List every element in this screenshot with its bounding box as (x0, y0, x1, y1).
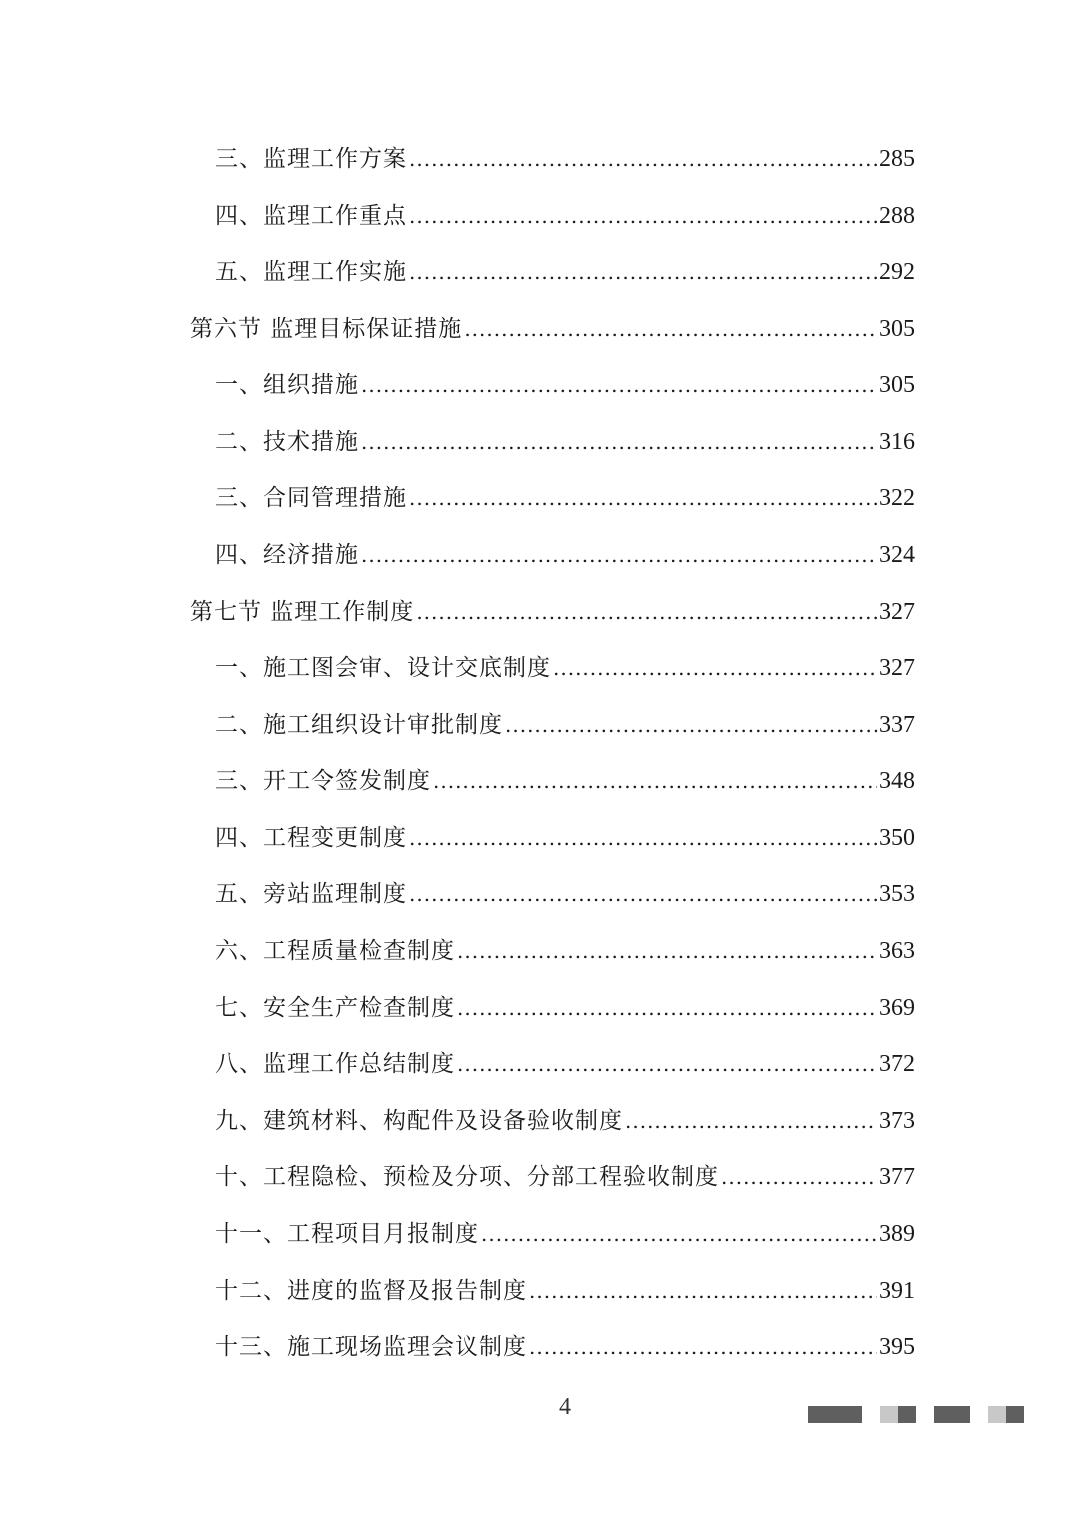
toc-entry-page: 285 (879, 146, 915, 172)
toc-entry-page: 350 (879, 825, 915, 851)
toc-entry-page: 395 (879, 1334, 915, 1360)
toc-entry[interactable] (215, 761, 915, 801)
toc-entry-page: 327 (879, 599, 915, 625)
toc-entry-label: 一、组织措施 (215, 372, 359, 398)
toc-entry-page: 292 (879, 259, 915, 285)
footer-deco-block (898, 1406, 916, 1423)
toc-dot-leader (505, 705, 877, 745)
toc-dot-leader (464, 309, 877, 349)
toc-dot-leader (409, 252, 877, 292)
toc-entry-page: 377 (879, 1164, 915, 1190)
toc-dot-leader (409, 874, 877, 914)
toc-dot-leader (433, 761, 877, 801)
toc-entry-page: 337 (879, 712, 915, 738)
page-number: 4 (559, 1394, 571, 1420)
toc-entry-page: 348 (879, 768, 915, 794)
toc-entry[interactable] (215, 988, 915, 1028)
footer-deco-block (934, 1406, 970, 1423)
toc-entry-page: 305 (879, 372, 915, 398)
toc-dot-leader (457, 988, 877, 1028)
toc-entry-label: 十、工程隐检、预检及分项、分部工程验收制度 (215, 1164, 719, 1190)
toc-section-entry[interactable] (190, 592, 915, 632)
toc-entry-label: 九、建筑材料、构配件及设备验收制度 (215, 1108, 623, 1134)
toc-entry[interactable] (215, 139, 915, 179)
toc-entry-page: 324 (879, 542, 915, 568)
toc-dot-leader (416, 592, 877, 632)
toc-entry[interactable] (215, 1101, 915, 1141)
toc-entry-label: 五、监理工作实施 (215, 259, 407, 285)
toc-entry-page: 353 (879, 881, 915, 907)
toc-section-entry[interactable] (190, 309, 915, 349)
toc-entry-page: 373 (879, 1108, 915, 1134)
toc-entry-label: 一、施工图会审、设计交底制度 (215, 655, 551, 681)
toc-dot-leader (361, 535, 877, 575)
toc-entry[interactable] (215, 1327, 915, 1367)
toc-entry[interactable] (215, 705, 915, 745)
toc-entry-page: 389 (879, 1221, 915, 1247)
toc-entry-page: 391 (879, 1278, 915, 1304)
toc-entry-label: 五、旁站监理制度 (215, 881, 407, 907)
footer-deco-block (808, 1406, 862, 1423)
toc-entry-label: 十三、施工现场监理会议制度 (215, 1334, 527, 1360)
toc-entry[interactable] (215, 196, 915, 236)
toc-entry-page: 363 (879, 938, 915, 964)
toc-entry[interactable] (215, 931, 915, 971)
toc-dot-leader (361, 365, 877, 405)
toc-dot-leader (529, 1327, 877, 1367)
toc-entry-label: 第七节 监理工作制度 (190, 599, 415, 625)
toc-dot-leader (409, 818, 877, 858)
footer-deco-block (880, 1406, 898, 1423)
toc-dot-leader (553, 648, 877, 688)
toc-dot-leader (409, 196, 877, 236)
toc-dot-leader (721, 1157, 877, 1197)
footer-deco-block (1006, 1406, 1024, 1423)
toc-entry[interactable] (215, 422, 915, 462)
toc-entry-page: 372 (879, 1051, 915, 1077)
toc-entry[interactable] (215, 648, 915, 688)
toc-dot-leader (529, 1271, 877, 1311)
toc-entry[interactable] (215, 1044, 915, 1084)
toc-entry-label: 三、开工令签发制度 (215, 768, 431, 794)
toc-entry-label: 十二、进度的监督及报告制度 (215, 1278, 527, 1304)
toc-entry-page: 288 (879, 203, 915, 229)
toc-entry[interactable] (215, 1271, 915, 1311)
toc-dot-leader (457, 1044, 877, 1084)
toc-entry-label: 八、监理工作总结制度 (215, 1051, 455, 1077)
toc-entry[interactable] (215, 1214, 915, 1254)
toc-entry-label: 十一、工程项目月报制度 (215, 1221, 479, 1247)
toc-entry-label: 四、工程变更制度 (215, 825, 407, 851)
toc-entry-page: 322 (879, 485, 915, 511)
toc-entry[interactable] (215, 535, 915, 575)
toc-entry-page: 327 (879, 655, 915, 681)
toc-entry-label: 第六节 监理目标保证措施 (190, 316, 463, 342)
toc-entry-page: 369 (879, 995, 915, 1021)
toc-dot-leader (457, 931, 877, 971)
toc-entry[interactable] (215, 252, 915, 292)
toc-entry[interactable] (215, 1157, 915, 1197)
toc-entry-label: 三、监理工作方案 (215, 146, 407, 172)
toc-entry-page: 305 (879, 316, 915, 342)
footer-deco-block (988, 1406, 1006, 1423)
toc-entry[interactable] (215, 478, 915, 518)
toc-entry-label: 七、安全生产检查制度 (215, 995, 455, 1021)
toc-entry[interactable] (215, 874, 915, 914)
toc-entry-label: 二、施工组织设计审批制度 (215, 712, 503, 738)
toc-entry-label: 四、监理工作重点 (215, 203, 407, 229)
toc-dot-leader (625, 1101, 877, 1141)
toc-entry-label: 三、合同管理措施 (215, 485, 407, 511)
toc-entry-label: 四、经济措施 (215, 542, 359, 568)
toc-entry[interactable] (215, 818, 915, 858)
toc-entry-label: 二、技术措施 (215, 429, 359, 455)
toc-entry-label: 六、工程质量检查制度 (215, 938, 455, 964)
toc-dot-leader (409, 478, 877, 518)
toc-dot-leader (481, 1214, 877, 1254)
toc-dot-leader (409, 139, 877, 179)
toc-entry[interactable] (215, 365, 915, 405)
toc-dot-leader (361, 422, 877, 462)
toc-entry-page: 316 (879, 429, 915, 455)
